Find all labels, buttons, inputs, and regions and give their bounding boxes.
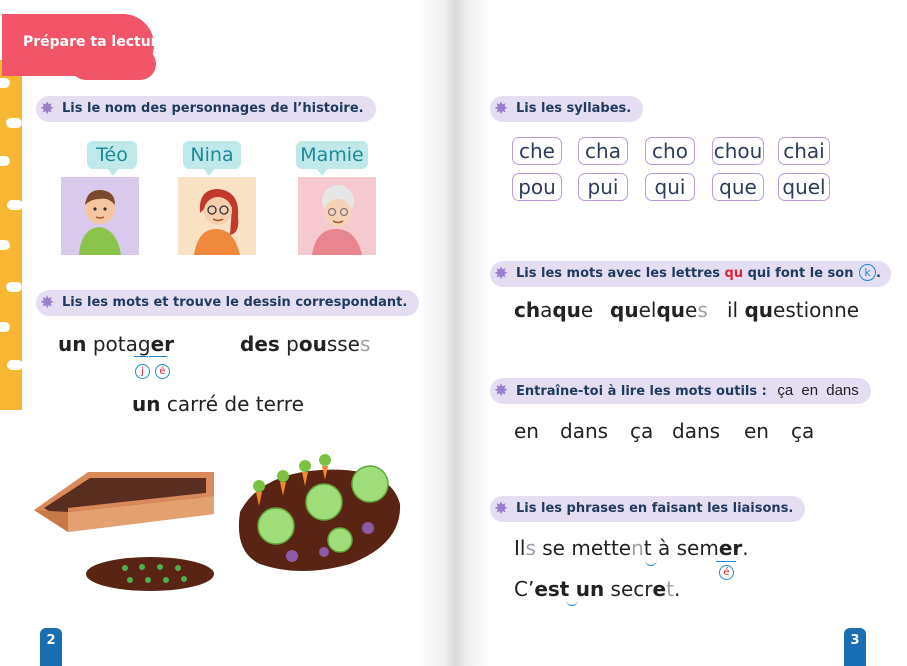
seedling-patch xyxy=(86,557,214,591)
sentence-2: C’est un secret. xyxy=(514,577,681,601)
tool-word-6: ça xyxy=(791,419,815,443)
vegetable-patch xyxy=(239,454,400,571)
phrase-carre: un carré de terre xyxy=(132,392,304,416)
syllable-qui: qui xyxy=(645,173,695,201)
garden-illustration xyxy=(30,452,410,602)
star-icon: ✸ xyxy=(494,264,509,284)
tool-word-5: en xyxy=(744,419,769,443)
syllable-che: che xyxy=(512,137,562,165)
syllable-chou: chou xyxy=(713,139,763,163)
underline-g xyxy=(134,356,148,357)
syllable-pui: pui xyxy=(578,173,628,201)
instruction-tool-words: ✸ Entraîne-toi à lire les mots outils : ça en dans xyxy=(490,378,871,404)
syllable-chai: chai xyxy=(778,137,830,165)
syllable-que: que xyxy=(712,173,764,201)
sound-k-icon: k xyxy=(859,264,876,281)
left-page xyxy=(0,0,440,666)
instruction-characters: ✸ Lis le nom des personnages de l’histoire. xyxy=(36,96,376,122)
tool-word-1: en xyxy=(514,419,539,443)
character-name-nina: Nina xyxy=(183,141,241,169)
character-name-teo: Téo xyxy=(87,141,137,169)
right-page xyxy=(440,0,907,666)
star-icon: ✸ xyxy=(40,293,55,313)
sound-e: é xyxy=(719,565,734,580)
syllable-cha: cha xyxy=(578,137,628,165)
liaison-mark xyxy=(645,559,657,566)
teo-portrait xyxy=(61,177,139,255)
decorative-strip xyxy=(0,60,22,410)
instruction-syllables: ✸ Lis les syllabes. xyxy=(490,96,643,122)
liaison-mark xyxy=(566,599,578,606)
sound-e: é xyxy=(155,364,170,379)
character-name-mamie: Mamie xyxy=(296,141,368,169)
star-icon: ✸ xyxy=(494,499,509,519)
tool-word-4: dans xyxy=(672,419,721,443)
sentence-1: Ils se mettent à semer. xyxy=(514,536,749,560)
syllable-cho: cho xyxy=(645,137,695,165)
page-number-right: 3 xyxy=(844,628,866,666)
raised-bed xyxy=(34,472,214,532)
instruction-qu-words: ✸ Lis les mots avec les lettres qu qui font le son k . xyxy=(490,261,891,287)
star-icon: ✸ xyxy=(40,99,55,119)
word-chaque: chaque xyxy=(514,298,594,322)
star-icon: ✸ xyxy=(494,99,509,119)
mamie-portrait xyxy=(298,177,376,255)
star-icon: ✸ xyxy=(494,381,509,401)
page-number-left: 2 xyxy=(40,628,62,666)
syllable-pou: pou xyxy=(512,173,562,201)
banner-title: Prépare ta lecture xyxy=(23,34,168,50)
underline-er xyxy=(149,356,167,357)
tool-word-2: dans xyxy=(560,419,609,443)
sound-j: j xyxy=(135,364,150,379)
word-quelques: quelques xyxy=(610,298,708,322)
tool-word-3: ça xyxy=(630,419,654,443)
syllable-quel: quel xyxy=(778,173,830,201)
underline-er xyxy=(716,561,736,562)
nina-portrait xyxy=(178,177,256,255)
instruction-liaisons: ✸ Lis les phrases en faisant les liaisons. xyxy=(490,496,805,522)
word-il-questionne: il questionne xyxy=(727,298,860,322)
phrase-potager: un potager xyxy=(58,332,175,356)
banner-shape-2 xyxy=(70,48,156,80)
phrase-pousses: des pousses xyxy=(240,332,371,356)
instruction-words-drawing: ✸ Lis les mots et trouve le dessin correspondant. xyxy=(36,290,419,316)
